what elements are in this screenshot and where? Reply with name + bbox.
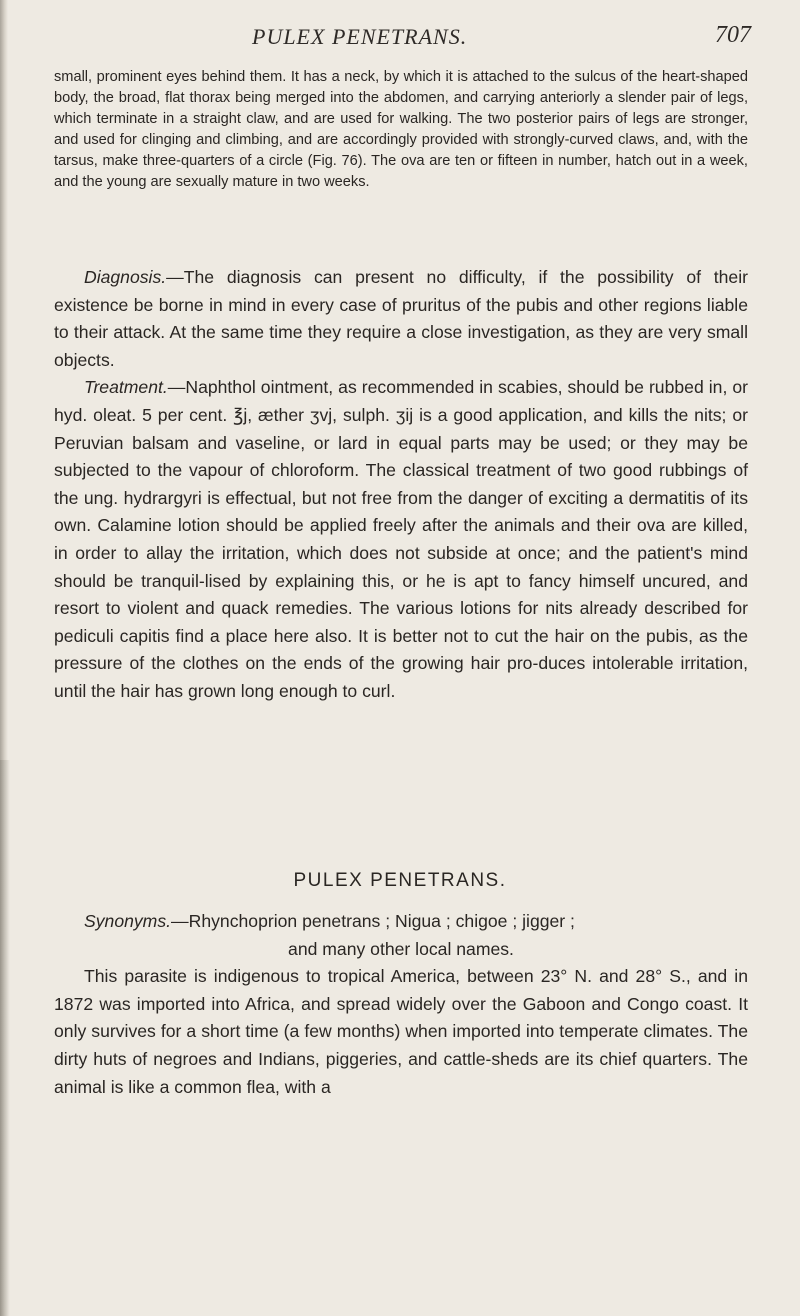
treatment-heading: Treatment. — [84, 377, 168, 398]
intro-text-block — [54, 67, 748, 193]
synonyms-text: —Rhynchoprion penetrans ; Nigua ; chigoe ; jigger ; — [171, 911, 575, 931]
main-text-block — [54, 264, 748, 706]
page-binding-shadow — [0, 760, 10, 1316]
section-body-paragraph: This parasite is indigenous to tropical America, between 23° N. and 28° S., and in 1872 was imported into Africa, and spread widely over the Gaboon and Congo coast. It only survives for a short time (a few months) when imported into temperate climates. The dirty huts of negroes and Indians, piggeries, and cattle-sheds are its chief quarters. The animal is like a common flea, with a — [54, 966, 748, 1097]
treatment-text: —Naphthol ointment, as recommended in scabies, should be rubbed in, or hyd. oleat. 5 per cent. ℥j, æther ʒvj, sulph. ʒij is a good application, and kills the nits; or Peruvian balsam and vaseline, or lard in equal parts may be used; or they may be subjected to the vapour of chloroform. The classical treatment of two good rubbings of the ung. hydrargyri is effectual, but not free from the danger of exciting a dermatitis of its own. Calamine lotion should be applied freely after the animals and their ova are killed, in order to allay the irritation, which does not subside at once; and the patient's mind should be tranquil-lised by explaining this, or he is apt to fancy himself uncured, and resort to violent and quack remedies. The various lotions for nits already described for pediculi capitis find a place here also. It is better not to cut the hair on the pubis, as the pressure of the clothes on the ends of the growing hair pro-duces intolerable irritation, until the hair has grown long enough to curl. — [54, 377, 748, 701]
synonyms-line — [54, 908, 748, 936]
section-heading: PULEX PENETRANS. — [293, 870, 507, 891]
diagnosis-heading: Diagnosis. — [84, 267, 167, 287]
intro-paragraph: small, prominent eyes behind them. It has a neck, by which it is attached to the sulcus of the heart-shaped body, the broad, flat thorax being merged into the abdomen, and carrying anteriorly a slender pair of legs, which terminate in a straight claw, and are used for walking. The two posterior pairs of legs are stronger, and used for clinging and climbing, and are accordingly provided with strongly-curved claws, and, with the tarsus, make three-quarters of a circle (Fig. 76). The ova are ten or fifteen in number, hatch out in a week, and the young are sexually mature in two weeks. — [54, 69, 748, 190]
diagnosis-text: —The diagnosis can present no difficulty, if the possibility of their existence be borne in mind in every case of pruritus of the pubis and other regions liable to their attack. At the same time they require a close investigation, as they are very small objects. — [54, 267, 748, 370]
section-text-block — [54, 908, 748, 1101]
synonyms-continuation: and many other local names. — [288, 938, 514, 959]
running-header — [0, 20, 800, 54]
page-number: 707 — [715, 22, 751, 48]
running-title: PULEX PENETRANS. — [252, 24, 468, 49]
treatment-paragraph — [54, 374, 748, 705]
diagnosis-paragraph — [54, 264, 748, 374]
synonyms-label: Synonyms. — [84, 911, 172, 931]
